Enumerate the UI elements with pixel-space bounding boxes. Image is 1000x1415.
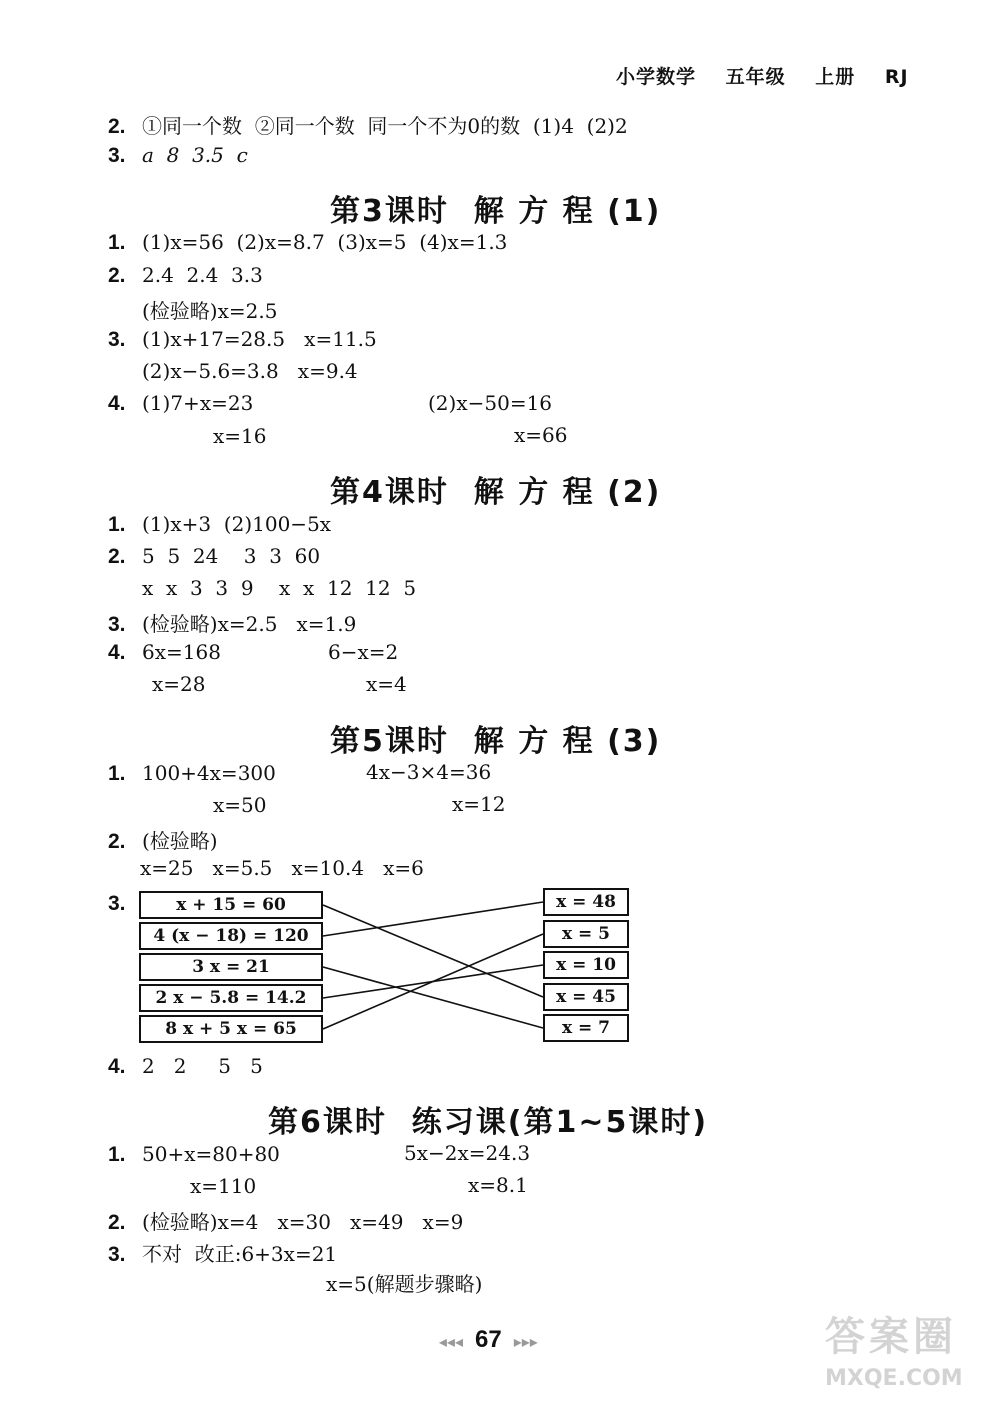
answer-row: 2. 2.4 2.4 3.3 [108, 263, 263, 287]
section-title-lesson-4: 第4课时 解 方 程 (2) [330, 475, 662, 510]
answer-row: x=12 [452, 792, 506, 816]
equation-box: x + 15 = 60 [139, 891, 323, 919]
answer-row: (2)x−5.6=3.8 x=9.4 [142, 359, 358, 383]
section-title-lesson-3: 第3课时 解 方 程 (1) [330, 194, 662, 229]
answer-row: 3. 不对 改正:6+3x=21 [108, 1242, 338, 1266]
answer-row: 4. 2 2 5 5 [108, 1054, 263, 1078]
answer-row: 1. (1)x=56 (2)x=8.7 (3)x=5 (4)x=1.3 [108, 230, 508, 254]
header-edition: RJ [884, 66, 909, 88]
section-title-lesson-5: 第5课时 解 方 程 (3) [330, 724, 662, 759]
header-grade: 五年级 [725, 66, 786, 88]
equation-box: 4 (x − 18) = 120 [139, 922, 323, 950]
answer-row: (2)x−50=16 [428, 391, 553, 415]
matching-question-number: 3. [108, 892, 126, 915]
header-volume: 上册 [815, 66, 856, 88]
answer-row: x=25 x=5.5 x=10.4 x=6 [140, 856, 424, 880]
solution-box: x = 45 [543, 983, 629, 1011]
watermark-logo [825, 1305, 985, 1405]
answer-row: 4. 6x=168 [108, 640, 221, 664]
header-subject: 小学数学 [616, 66, 697, 88]
answer-row: x=8.1 [468, 1173, 528, 1197]
page-number: 67 [474, 1326, 502, 1353]
answer-row: x=28 [152, 672, 206, 696]
answer-row: 2. (检验略) [108, 829, 218, 853]
answer-row: 1. (1)x+3 (2)100−5x [108, 512, 332, 536]
watermark-text: 答案圈 [825, 1314, 957, 1360]
equation-box: 3 x = 21 [139, 953, 323, 981]
answer-row: x=110 [190, 1174, 257, 1198]
answer-row: 5x−2x=24.3 [404, 1141, 531, 1165]
answer-row: 6−x=2 [328, 640, 399, 664]
page-footer [430, 1308, 538, 1354]
answer-row: x=4 [366, 672, 407, 696]
answer-row: 2. (检验略)x=4 x=30 x=49 x=9 [108, 1210, 464, 1234]
answer-row: x=66 [514, 423, 568, 447]
answer-row: 3. (检验略)x=2.5 x=1.9 [108, 612, 357, 636]
answer-row: 1. 50+x=80+80 [108, 1142, 280, 1166]
answer-row: 2. 5 5 24 3 3 60 [108, 544, 321, 568]
answer-row: 4x−3×4=36 [366, 760, 492, 784]
solution-box: x = 5 [543, 920, 629, 948]
match-line [323, 967, 543, 1028]
watermark-url: MXQE.COM [825, 1366, 963, 1391]
prev-arrows-icon: ◂◂◂ [438, 1334, 463, 1351]
answer-row: x x 3 3 9 x x 12 12 5 [142, 576, 417, 600]
solution-box: x = 7 [543, 1014, 629, 1042]
answer-row: x=16 [213, 424, 267, 448]
answer-row: 3. (1)x+17=28.5 x=11.5 [108, 327, 377, 351]
answer-row: 4. (1)7+x=23 [108, 391, 254, 415]
answer-row: 1. 100+4x=300 [108, 761, 276, 785]
answer-row: (检验略)x=2.5 [142, 299, 278, 323]
next-arrows-icon: ▸▸▸ [513, 1334, 538, 1351]
equation-box: 8 x + 5 x = 65 [139, 1015, 323, 1043]
equation-box: 2 x − 5.8 = 14.2 [139, 984, 323, 1012]
answer-row: x=5(解题步骤略) [326, 1272, 483, 1296]
answer-row: x=50 [213, 793, 267, 817]
match-line [323, 934, 543, 1029]
solution-box: x = 10 [543, 951, 629, 979]
intro-answer-2: 2. ①同一个数 ②同一个数 同一个不为0的数 (1)4 (2)2 [108, 114, 628, 138]
section-title-lesson-6: 第6课时 练习课(第1~5课时) [268, 1105, 709, 1140]
intro-answer-3: 3. a 8 3.5 c [108, 143, 248, 167]
solution-box: x = 48 [543, 888, 629, 916]
